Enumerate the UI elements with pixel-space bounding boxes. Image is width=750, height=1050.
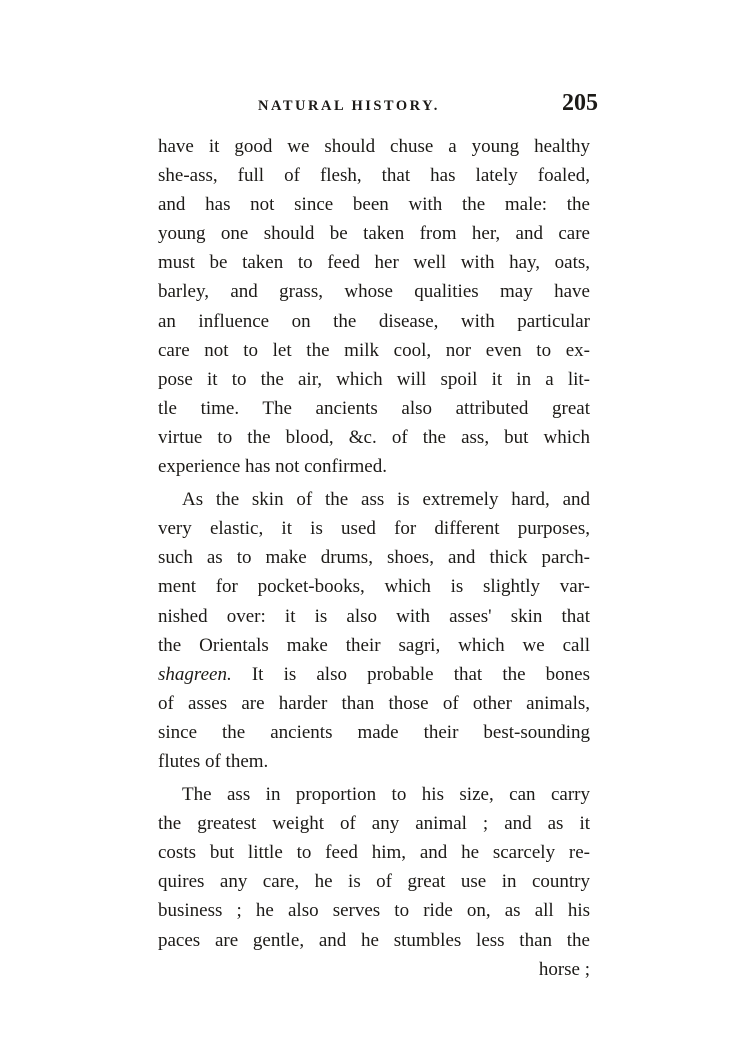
text-line: very elastic, it is used for different purposes, <box>158 518 590 540</box>
text-line: experience has not confirmed. <box>158 456 387 478</box>
text-line: since the ancients made their best-sounding <box>158 721 590 743</box>
text-line: tle time. The ancients also attributed great <box>158 397 590 419</box>
text-line: young one should be taken from her, and care <box>158 223 590 245</box>
text-line: the Orientals make their sagri, which we call <box>158 634 590 656</box>
text-line: quires any care, he is of great use in country <box>158 871 590 893</box>
page-header <box>258 90 598 120</box>
text-line: The ass in proportion to his size, can carry <box>182 784 590 806</box>
text-line: As the skin of the ass is extremely hard, and <box>182 489 590 511</box>
text-line: pose it to the air, which will spoil it in a lit- <box>158 368 590 390</box>
catchword: horse ; <box>538 958 590 980</box>
text-line: care not to let the milk cool, nor even to ex- <box>158 339 590 361</box>
text-line: have it good we should chuse a young healthy <box>158 136 590 157</box>
text-line: an influence on the disease, with particular <box>158 310 590 332</box>
text-line: barley, and grass, whose qualities may have <box>158 281 590 303</box>
text-line: the greatest weight of any animal ; and as it <box>158 813 590 835</box>
text-line: ment for pocket-books, which is slightly var- <box>158 576 590 598</box>
body-text <box>158 132 590 984</box>
text-line: such as to make drums, shoes, and thick parch- <box>158 547 590 569</box>
text-line: and has not since been with the male: the <box>158 194 590 216</box>
text-line: flutes of them. <box>158 750 269 772</box>
text-line: costs but little to feed him, and he scarcely re- <box>158 842 590 864</box>
paragraph-1 <box>158 132 590 481</box>
text-line: she-ass, full of flesh, that has lately foaled, <box>158 165 590 187</box>
text-line: business ; he also serves to ride on, as all his <box>158 900 590 922</box>
text-line: must be taken to feed her well with hay, oats, <box>158 252 590 274</box>
running-head: NATURAL HISTORY. <box>258 98 440 114</box>
text-line: of asses are harder than those of other animals, <box>158 692 590 714</box>
text-line: paces are gentle, and he stumbles less than the <box>158 929 590 951</box>
text-line: virtue to the blood, &c. of the ass, but which <box>158 426 590 448</box>
paragraph-3 <box>158 780 590 955</box>
text-line: nished over: it is also with asses' skin that <box>158 605 590 627</box>
text-line-italic: shagreen. It is also probable that the bones <box>158 663 590 685</box>
italic-word: shagreen. <box>158 663 232 685</box>
page-number: 205 <box>562 90 598 116</box>
paragraph-2 <box>158 485 590 776</box>
